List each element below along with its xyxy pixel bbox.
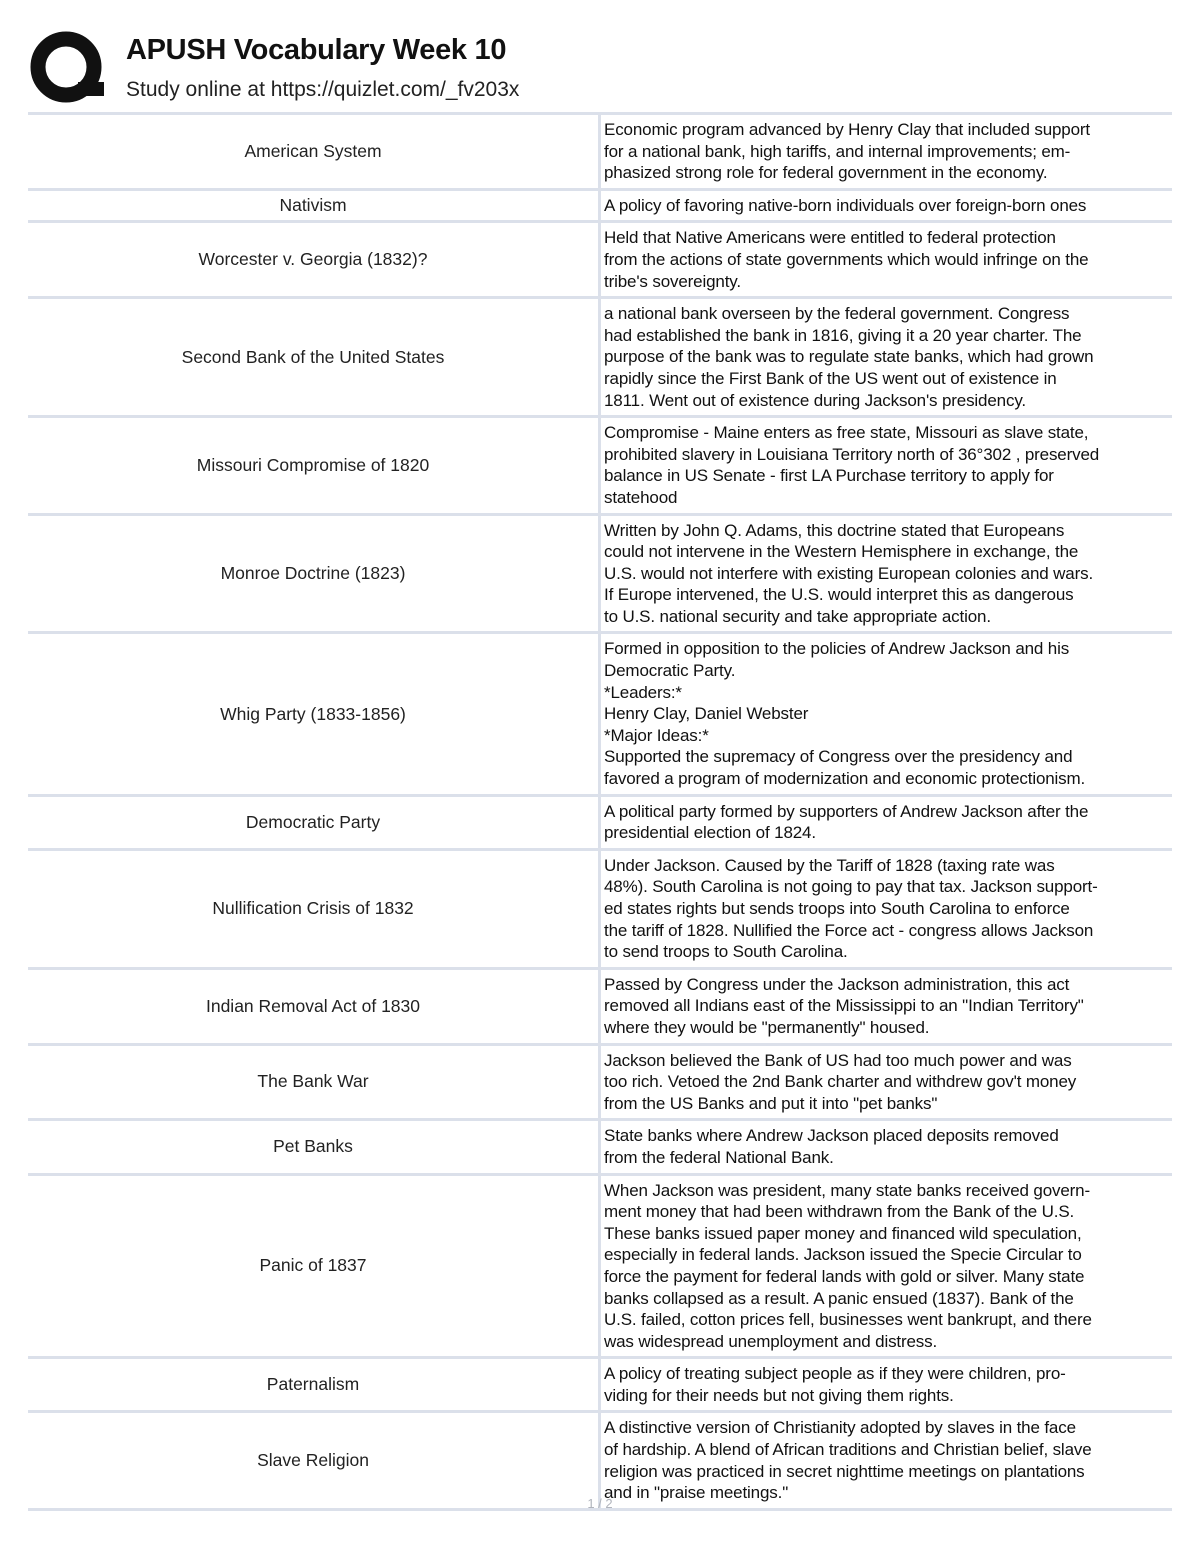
vocabulary-row: [28, 191, 1172, 224]
term-cell: Nativism: [279, 195, 347, 216]
definition-cell: Jackson believed the Bank of US had too much power and was too rich. Vetoed the 2nd Bank charter and withdrew gov't money from the US Banks and put it into "pet banks": [598, 1046, 1172, 1119]
vocabulary-row: [28, 299, 1172, 418]
term-cell: Slave Religion: [257, 1450, 369, 1471]
definition-cell: Under Jackson. Caused by the Tariff of 1828 (taxing rate was 48%). South Carolina is not going to pay that tax. Jackson support- ed states rights but sends troops into South Carolina to enforce the tariff of 1828. Nullified the Force act - congress allows Jackson to send troops to South Carolina.: [598, 851, 1172, 967]
definition-cell: Passed by Congress under the Jackson administration, this act removed all Indians east of the Mississippi to an "Indian Territory" where they would be "permanently" housed.: [598, 970, 1172, 1043]
definition-cell: State banks where Andrew Jackson placed deposits removed from the federal National Bank.: [598, 1121, 1172, 1172]
term-cell: Panic of 1837: [259, 1255, 367, 1276]
vocabulary-row: [28, 223, 1172, 299]
vocabulary-row: [28, 115, 1172, 191]
definition-cell: A distinctive version of Christianity adopted by slaves in the face of hardship. A blend of African traditions and Christian belief, slave religion was practiced in secret nighttime meetings on plantations and in "praise meetings.": [598, 1413, 1172, 1507]
definition-cell: Written by John Q. Adams, this doctrine stated that Europeans could not intervene in the Western Hemisphere in exchange, the U.S. would not interfere with existing European colonies and wars. If Europe intervened, the U.S. would interpret this as dangerous to U.S. national security and take appropriate action.: [598, 516, 1172, 632]
definition-cell: a national bank overseen by the federal government. Congress had established the bank in 1816, giving it a 20 year charter. The purpose of the bank was to regulate state banks, which had grown rapidly since the First Bank of the US went out of existence in 1811. Went out of existence during Jackson's presidency.: [598, 299, 1172, 415]
vocabulary-row: [28, 516, 1172, 635]
page-indicator: 1 / 2: [587, 1496, 613, 1511]
quizlet-q-logo-icon: [30, 30, 106, 106]
term-cell: Second Bank of the United States: [181, 346, 445, 367]
definition-cell: A policy of treating subject people as if they were children, pro- viding for their needs but not giving them rights.: [598, 1359, 1172, 1410]
definition-cell: Held that Native Americans were entitled to federal protection from the actions of state governments which would infringe on the tribe's sovereignty.: [598, 223, 1172, 296]
term-cell: Monroe Doctrine (1823): [220, 562, 406, 583]
definition-cell: Compromise - Maine enters as free state, Missouri as slave state, prohibited slavery in Louisiana Territory north of 36°302 , preserved balance in US Senate - first LA Purchase territory to apply for statehood: [598, 418, 1172, 512]
term-cell: Nullification Crisis of 1832: [212, 898, 414, 919]
definition-cell: When Jackson was president, many state banks received govern- ment money that had been withdrawn from the Bank of the U.S. These banks issued paper money and financed wild speculation, especially in federal lands. Jackson issued the Specie Circular to force the payment for federal lands with gold or silver. Many state banks collapsed as a result. A panic ensued (1837). Bank of the U.S. failed, cotton prices fell, businesses went bankrupt, and there was widespread unemployment and distress.: [598, 1176, 1172, 1357]
definition-cell: Formed in opposition to the policies of Andrew Jackson and his Democratic Party. *Leaders:* Henry Clay, Daniel Webster *Major Ideas:* Supported the supremacy of Congress over the presidency and favored a program of modernization and economic protectionism.: [598, 634, 1172, 793]
definition-cell: Economic program advanced by Henry Clay that included support for a national bank, high tariffs, and internal improvements; em- phasized strong role for federal government in the economy.: [598, 115, 1172, 188]
study-online-link-text: Study online at https://quizlet.com/_fv203x: [126, 78, 520, 101]
vocabulary-row: [28, 851, 1172, 970]
vocabulary-row: [28, 970, 1172, 1046]
term-cell: Worcester v. Georgia (1832)?: [198, 249, 428, 270]
term-cell: Indian Removal Act of 1830: [205, 995, 421, 1016]
term-cell: American System: [244, 140, 382, 161]
term-cell: Pet Banks: [273, 1136, 353, 1157]
document-header: [28, 28, 1178, 112]
vocabulary-table: [28, 112, 1172, 1511]
vocabulary-row: [28, 1046, 1172, 1122]
vocabulary-row: [28, 634, 1172, 796]
term-cell: Missouri Compromise of 1820: [196, 454, 430, 475]
term-cell: Paternalism: [266, 1374, 360, 1395]
term-cell: The Bank War: [257, 1071, 369, 1092]
definition-cell: A political party formed by supporters of Andrew Jackson after the presidential election of 1824.: [598, 797, 1172, 848]
definition-cell: A policy of favoring native-born individuals over foreign-born ones: [598, 191, 1172, 221]
term-cell: Whig Party (1833-1856): [220, 703, 406, 724]
vocabulary-row: [28, 797, 1172, 851]
vocabulary-row: [28, 1176, 1172, 1360]
term-cell: Democratic Party: [245, 811, 381, 832]
vocabulary-row: [28, 418, 1172, 515]
vocabulary-row: [28, 1359, 1172, 1413]
vocabulary-row: [28, 1121, 1172, 1175]
page-title: APUSH Vocabulary Week 10: [126, 34, 507, 66]
